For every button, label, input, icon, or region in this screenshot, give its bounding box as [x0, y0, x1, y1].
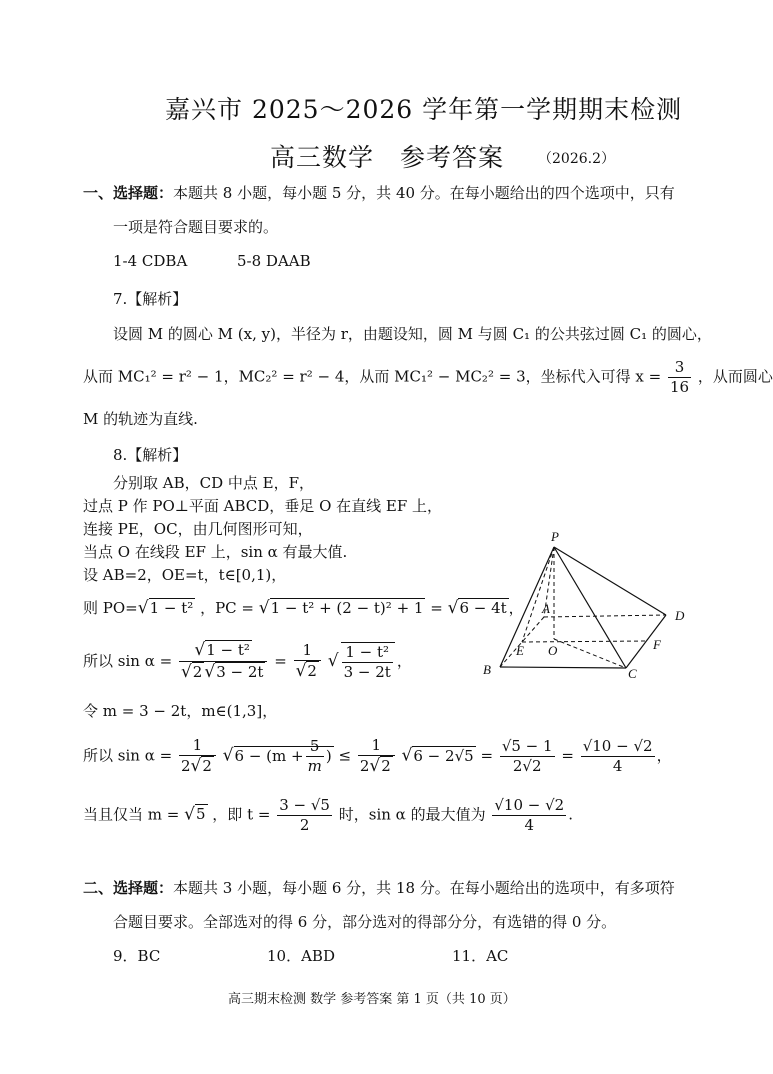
- label-O: O: [548, 643, 558, 658]
- q7-line2: 从而 MC₁² = r² − 1，MC₂² = r² − 4，从而 MC₁² − MC₂² = 3，坐标代入可得 x = $\frac{3}{16}$ ，从而圆心: [83, 358, 773, 396]
- section2-desc-line1: 二、选择题：本题共 3 小题，每小题 6 分，共 18 分。在每小题给出的选项中，有多项符: [83, 879, 675, 897]
- section1-heading: 一、选择题：: [83, 184, 174, 202]
- q8-sin-formula-2: 所以 sin α = $\frac{1}{2√2}$ √6 − (m + $\frac{5}{m}$ ) ≤ $\frac{1}{2√2}$ √6 − 2√5 = $\frac{√5 - 1}{2√2}$ = $\frac{√10 - √2}{4}$ ，: [83, 736, 672, 776]
- q8-label: 8.【解析】: [113, 446, 188, 464]
- edge-BC: [500, 667, 626, 668]
- answer-11: 11．AC: [452, 947, 509, 965]
- answer-10: 10．ABD: [267, 947, 335, 965]
- page-subtitle: 高三数学 参考答案: [270, 143, 505, 172]
- section2-heading: 二、选择题：: [83, 879, 174, 897]
- q7-label: 7.【解析】: [113, 290, 188, 308]
- edge-PC: [554, 547, 626, 668]
- page-footer: 高三期末检测 数学 参考答案 第 1 页（共 10 页）: [228, 992, 516, 1007]
- label-B: B: [483, 662, 491, 677]
- q8-po-pc-formula: 则 PO=√1 − t² ，PC = √1 − t² + (2 − t)² + 1 = √6 − 4t ，: [83, 598, 524, 618]
- q7-line1: 设圆 M 的圆心 M (x, y)，半径为 r，由题设知，圆 M 与圆 C₁ 的公共弦过圆 C₁ 的圆心，: [113, 325, 712, 343]
- edge-AD: [544, 615, 666, 617]
- q8-let-m: 令 m = 3 − 2t，m∈(1,3]，: [83, 702, 278, 720]
- label-E: E: [516, 643, 524, 658]
- answers-5-8: 5-8 DAAB: [237, 252, 311, 270]
- edge-PD: [554, 547, 666, 615]
- edge-EF: [522, 641, 646, 642]
- page-title: 嘉兴市 2025～2026 学年第一学期期末检测: [165, 95, 683, 124]
- q8-line4: 当点 O 在线段 EF 上，sin α 有最大值.: [83, 543, 348, 561]
- answers-1-4: 1-4 CDBA: [113, 252, 188, 270]
- section2-desc-line2: 合题目要求。全部选对的得 6 分，部分选对的得部分分，有选错的得 0 分。: [113, 913, 617, 931]
- label-F: F: [653, 637, 661, 652]
- edge-OC: [554, 639, 626, 668]
- section1-desc-line1: 一、选择题：本题共 8 小题，每小题 5 分，共 40 分。在每小题给出的四个选项中，只有: [83, 184, 675, 202]
- section1-desc-line2: 一项是符合题目要求的。: [113, 218, 279, 236]
- label-D: D: [675, 608, 685, 623]
- q8-line3: 连接 PE，OC，由几何图形可知，: [83, 520, 313, 538]
- q8-line5: 设 AB=2，OE=t，t∈[0,1)，: [83, 566, 287, 584]
- exam-date: （2026.2）: [538, 151, 615, 167]
- label-P: P: [551, 529, 559, 544]
- q7-x-fraction: $\frac{3}{16}$: [669, 358, 690, 396]
- label-C: C: [628, 666, 637, 681]
- q8-conclusion: 当且仅当 m = √5 ，即 t = $\frac{3 - √5}{2}$ 时，sin α 的最大值为 $\frac{√10 - √2}{4}$ .: [83, 796, 573, 834]
- answer-9: 9．BC: [113, 947, 161, 965]
- edge-PE: [522, 547, 554, 642]
- label-A: A: [542, 601, 550, 616]
- q8-line1: 分别取 AB，CD 中点 E，F，: [113, 474, 315, 492]
- q8-sin-formula-1: 所以 sin α = $\frac{\text{√1 − t²}}{√2 √3 - 2t}$ = $\frac{1}{√2}$ √ $\frac{\text{1 − t²}}{3 - 2t}$ ，: [83, 640, 412, 683]
- q8-line2: 过点 P 作 PO⊥平面 ABCD，垂足 O 在直线 EF 上，: [83, 497, 443, 515]
- pyramid-figure: [478, 525, 698, 685]
- q7-line3: M 的轨迹为直线.: [83, 410, 198, 428]
